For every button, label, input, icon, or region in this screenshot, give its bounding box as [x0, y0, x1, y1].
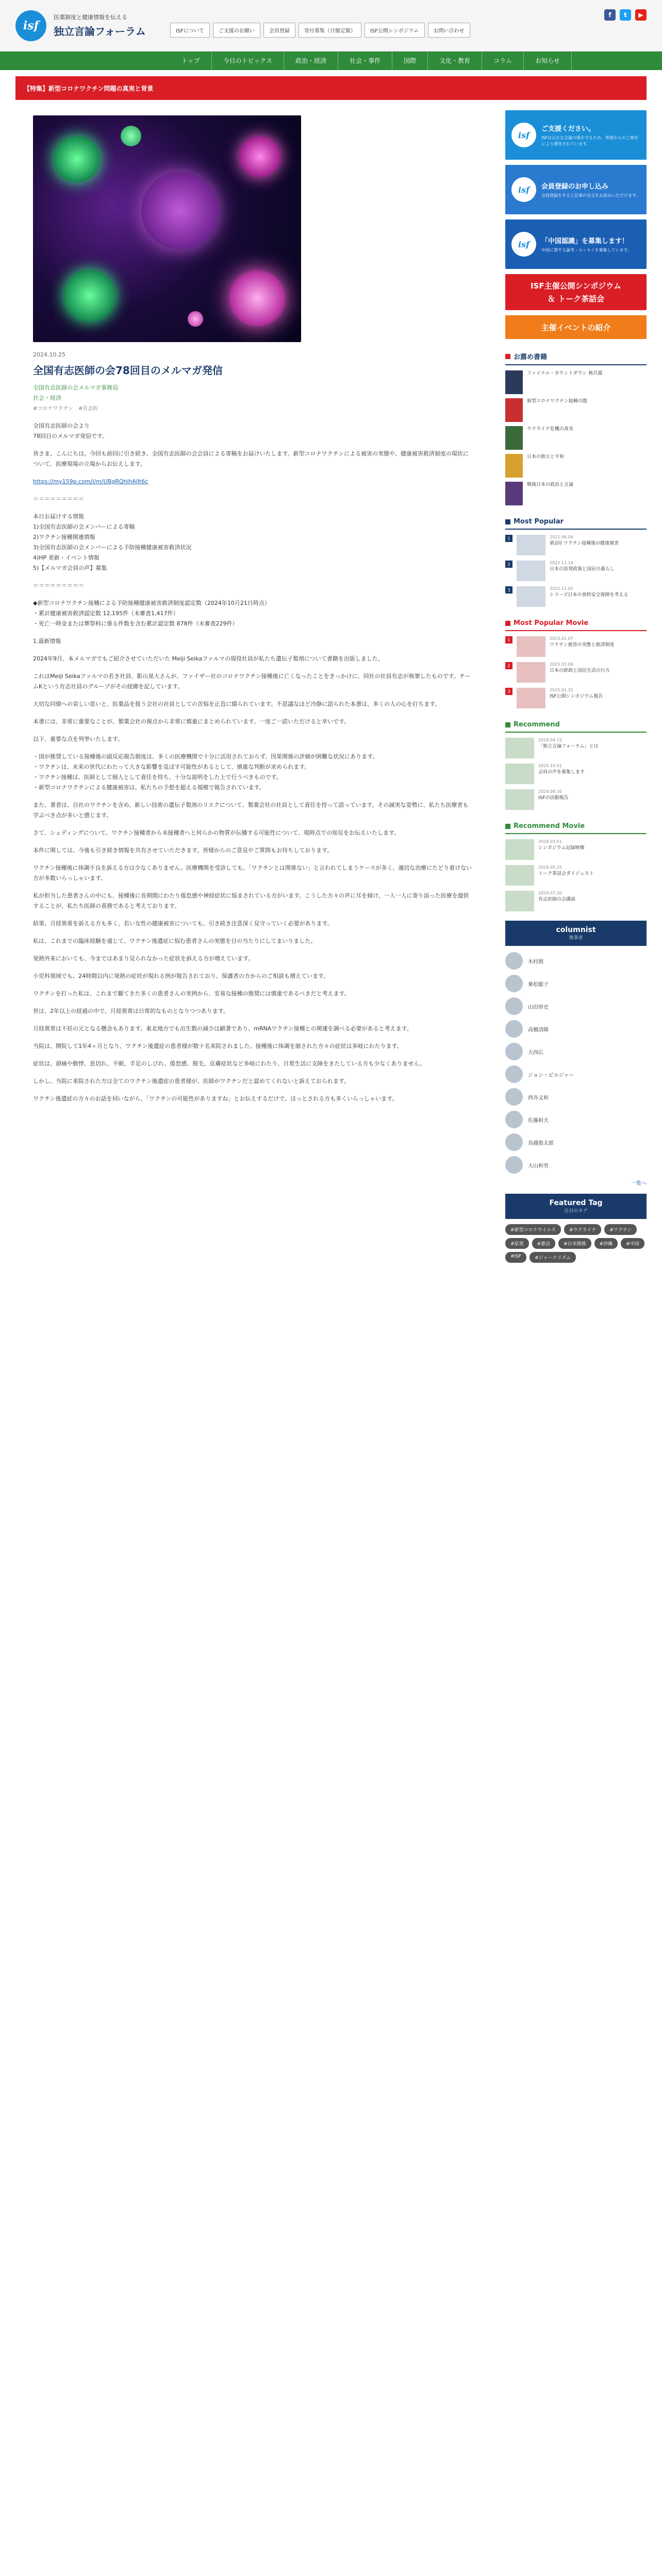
rank-badge: 2: [505, 561, 512, 568]
item-title: 会員の声を募集します: [538, 770, 585, 775]
contents-heading: 本日お届けする情報: [33, 513, 84, 520]
top-nav-item[interactable]: お問い合わせ: [428, 23, 470, 38]
book-title: 日本の独立と平和: [527, 454, 565, 460]
paragraph: 2024年9月、本メルマガでもご紹介させていただいた Meiji Seikaファルマの現役社員が私たち遺伝子製剤について書籍を出版しました。: [33, 655, 384, 662]
rank-badge: 3: [505, 688, 512, 695]
item-title: ISFの活動報告: [538, 795, 569, 801]
columnist-item[interactable]: [505, 1065, 647, 1083]
contents-item: 4)HP 更新・イベント情報: [33, 554, 100, 561]
greeting: 78回目のメルマガ発信です。: [33, 433, 108, 439]
paragraph: ワクチンを打った私は、これまで観てきた多くの患者さんの実例から、安易な接種の推奨には慎重であるべきだと考えます。: [33, 990, 350, 997]
nav-item[interactable]: お知らせ: [524, 52, 572, 70]
columnist-name: 高橋清隆: [528, 1027, 549, 1033]
member-promo[interactable]: [505, 165, 647, 214]
sidebar: [505, 110, 647, 1263]
symposium-sub: ＆ トーク茶話会: [547, 294, 605, 303]
square-icon: [505, 722, 510, 727]
item-date: 2024.10.01: [538, 764, 562, 768]
tag-pill[interactable]: #中国: [621, 1238, 644, 1249]
item-date: 2018.04.15: [538, 738, 562, 742]
paragraph: 結果、月経異常を訴える方も多く、若い女性の健康被害についても、引き続き注意深く見守っていく必要があります。: [33, 920, 333, 927]
book-item[interactable]: [505, 454, 647, 478]
logo-text: [54, 13, 146, 38]
columnist-sub: 執筆者: [569, 936, 583, 941]
paragraph: ワクチン後遺症の方々のお話を伺いながら、「ワクチンの可能性がありますね」とお伝えするだけで、ほっとされる方も多くいらっしゃいます。: [33, 1095, 398, 1102]
stats-item: ・死亡一時金または葬祭料に係る件数を含む累計認定数 878件（未審査229件）: [33, 620, 238, 627]
columnist-item[interactable]: [505, 1088, 647, 1106]
columnist-name: 西谷文和: [528, 1095, 549, 1101]
recommend-movie-item[interactable]: [505, 891, 647, 911]
recommend-item[interactable]: [505, 789, 647, 810]
thumbnail: [517, 662, 545, 683]
item-date: 2022.12.02: [550, 586, 573, 591]
recommend-heading: [505, 718, 647, 733]
avatar: [505, 1133, 523, 1151]
virus-image: [239, 136, 280, 177]
isf-logo: isf: [511, 123, 536, 147]
top-nav-item[interactable]: ご支援のお願い: [213, 23, 260, 38]
thumbnail: [505, 865, 534, 886]
tag-pill[interactable]: #原発: [505, 1238, 529, 1249]
item-title: 日本の原発政策と国民の暮らし: [550, 567, 615, 572]
item-title: トーク茶話会ダイジェスト: [538, 871, 594, 876]
stats-heading: ◆新型コロナワクチン接種による予防接種健康被害救済制度認定数（2024年10月21日時点）: [33, 600, 270, 606]
item-date: 2024.08.10: [538, 789, 562, 794]
avatar: [505, 1088, 523, 1106]
item-title: 有志医師の会講演: [538, 897, 576, 902]
columnist-name: 大西広: [528, 1049, 543, 1056]
feature-banner[interactable]: 【特集】新型コロナワクチン問題の真実と背景: [15, 76, 647, 100]
recommend-item[interactable]: [505, 764, 647, 784]
columnist-item[interactable]: [505, 1020, 647, 1038]
virus-image: [141, 172, 219, 249]
article-category[interactable]: 社会・経済: [33, 395, 61, 401]
movie-item[interactable]: [505, 662, 647, 683]
thumbnail: [517, 561, 545, 581]
item-date: 2023.01.07: [550, 636, 573, 641]
columnist-name: 佐藤和夫: [528, 1117, 549, 1124]
hero-image: [33, 115, 301, 342]
item-date: 2022.11.14: [550, 561, 573, 565]
books-heading: [505, 348, 647, 365]
item-title: ISF公開シンポジウム報告: [550, 694, 603, 699]
movie-item[interactable]: [505, 636, 647, 657]
books-heading-text: お薦め書籍: [514, 353, 548, 361]
featured-tags: [505, 1224, 647, 1263]
nav-item[interactable]: コラム: [482, 52, 524, 70]
popular-item[interactable]: [505, 535, 647, 555]
greeting: 全国有志医師の会より: [33, 422, 90, 429]
thumbnail: [505, 891, 534, 911]
tag-pill[interactable]: #日米関係: [558, 1238, 591, 1249]
columnist-item[interactable]: [505, 997, 647, 1015]
essay-promo[interactable]: [505, 219, 647, 269]
item-title: シリーズ日本の食料安全保障を考える: [550, 592, 628, 598]
item-date: 2025.01.31: [550, 688, 573, 692]
virus-image: [229, 270, 286, 327]
divider: ＝＝＝＝＝＝＝＝＝: [33, 582, 84, 589]
paragraph: 発熱外来においても、今まではあまり見られなかった症状を訴える方が増えています。: [33, 955, 254, 962]
featured-tag-heading: [505, 1194, 647, 1219]
columnist-name: 木村朗: [528, 959, 543, 965]
virus-image: [121, 126, 141, 146]
top-nav-item[interactable]: ISFについて: [170, 23, 210, 38]
thumbnail: [517, 688, 545, 708]
popular-item[interactable]: [505, 586, 647, 607]
columnist-name: ジョン・ピルジャー: [528, 1072, 574, 1078]
symposium-title: ISF主催公開シンポジウム: [530, 281, 622, 291]
youtube-icon[interactable]: ▶: [635, 9, 647, 21]
facebook-icon[interactable]: f: [604, 9, 616, 21]
paragraph: 月経異常は不妊の元となる懸念もあります。東北地方でも出生数の減少は顕著であり、mRNAワクチン接種との関連を調べる必要があると考えます。: [33, 1025, 412, 1032]
item-date: 2024.05.15: [538, 865, 562, 870]
square-icon: [505, 354, 510, 359]
columnist-item[interactable]: [505, 1111, 647, 1128]
paragraph: 当院は、開院して1年4ヶ月となり、ワクチン後遺症の患者様が数十名来院されました。接種後に体調を崩された方々の症状は多岐にわたります。: [33, 1043, 403, 1049]
recommend-movie-heading: [505, 819, 647, 834]
columnist-item[interactable]: [505, 975, 647, 992]
paragraph: 皆さま、こんにちは。今回も前回に引き続き、全国有志医師の会会員による寄稿をお届けいたします。新型コロナワクチンによる被害の実態や、健康被害救済制度の現状について、医療現場の立場からお伝えします。: [33, 450, 469, 467]
columnist-item[interactable]: [505, 1043, 647, 1060]
avatar: [505, 997, 523, 1015]
logo-title[interactable]: 独立言論フォーラム: [54, 25, 146, 38]
recommend-movie-item[interactable]: [505, 865, 647, 886]
rank-badge: 2: [505, 662, 512, 669]
main-nav: [0, 52, 662, 70]
isf-logo: isf: [511, 177, 536, 202]
promo-desc: 会員登録をすると記事の全文をお読みいただけます。: [541, 193, 640, 198]
book-item[interactable]: [505, 482, 647, 505]
columnist-item[interactable]: [505, 952, 647, 970]
item-title: 日本の財政と国民生活の行方: [550, 668, 610, 673]
item-title: 「独立言論フォーラム」とは: [538, 744, 599, 749]
article: [15, 110, 490, 1263]
paragraph: 本書には、非常に重要なことが、製薬会社の視点から非常に慎重にまとめられています。一度ご一読いただけると幸いです。: [33, 718, 350, 725]
paragraph: しかし、当院に来院された方は全てのワクチン後遺症の患者様が、医師がワクチンだと認めてくれないと訴えておられます。: [33, 1078, 350, 1084]
movie-item[interactable]: [505, 688, 647, 708]
thumbnail: [505, 764, 534, 784]
book-cover: [505, 454, 523, 478]
promo-title: 会員登録のお申し込み: [541, 182, 609, 191]
avatar: [505, 1111, 523, 1128]
avatar: [505, 1065, 523, 1083]
item-title: シンポジウム記録映像: [538, 845, 585, 851]
virus-image: [64, 270, 115, 321]
item-title: ワクチン被害の実態と救済制度: [550, 642, 615, 648]
book-title: 戦後日本の政治と言論: [527, 482, 574, 487]
square-icon: [505, 824, 510, 829]
square-icon: [505, 621, 510, 626]
columnist-name: 山田厚史: [528, 1004, 549, 1010]
nav-item[interactable]: 社会・事件: [338, 52, 392, 70]
article-date: 2024.10.25: [33, 351, 65, 358]
isf-logo: isf: [511, 232, 536, 257]
avatar: [505, 975, 523, 992]
book-title: ファイナル・カウントダウン 核兵器: [527, 371, 603, 376]
nav-item[interactable]: 政治・経済: [284, 52, 338, 70]
paragraph: 大切な同僚への哀しい思いと、医薬品を扱う会社の社員としての苦悩を正直に綴られています。不思議なほど冷静に語られた本書は、多くの人の心を打ちます。: [33, 701, 441, 707]
columnist-item[interactable]: [505, 1133, 647, 1151]
paragraph: これはMeiji Seikaファルマの若き社員、影山晃大さんが、ファイザー社のコロナワクチン接種後に亡くなったことをきっかけに、同社の社員有志が執筆したものです。チームKという有志社員のグループがその経緯を記しています。: [33, 673, 471, 690]
featured-title: Featured Tag: [549, 1199, 603, 1207]
symposium-banner[interactable]: [505, 274, 647, 310]
events-banner[interactable]: 主催イベントの紹介: [505, 315, 647, 339]
article-title: 全国有志医師の会78回目のメルマガ発信: [33, 364, 223, 377]
divider: ＝＝＝＝＝＝＝＝＝: [33, 496, 84, 502]
virus-image: [54, 136, 100, 182]
recommend-item[interactable]: [505, 738, 647, 758]
newsletter-link[interactable]: https://my159p.com/l/m/UBgRQhlhAllt6c: [33, 478, 148, 485]
stats-item: ・累計健康被害救済認定数 12,195件（未審査1,417件）: [33, 610, 179, 617]
paragraph: ・国が推奨している接種後の副反応報告制度は、多くの医療機関で十分に活用されておらず、因果関係の評価が困難な状況にあります。 ・ワクチンは、未来の世代にわたって大きな影響を及ぼす可能性があるとして、慎重な判断が求められます。 ・ワクチン接種は、医師として個人として責任を持ち、十分な説明をした上で行うべきものです。 ・新型コロナワクチンによる健康被害は、私たちの予想を超える規模で報告されています。: [33, 753, 378, 791]
article-tag[interactable]: #コロナワクチン: [33, 406, 73, 412]
recommend-movie-heading-text: Recommend Movie: [514, 822, 585, 830]
tag-pill[interactable]: #ジャーナリズム: [529, 1252, 576, 1263]
book-item[interactable]: [505, 398, 647, 422]
item-date: 2022.06.04: [550, 535, 573, 539]
recommend-movie-item[interactable]: [505, 839, 647, 860]
popular-movie-heading: [505, 616, 647, 631]
tag-pill[interactable]: #ISF: [505, 1252, 526, 1263]
item-date: 2023.01.06: [550, 662, 573, 667]
top-nav-item[interactable]: 会員登録: [263, 23, 295, 38]
logo-tagline: 医薬制度と健康情報を伝える: [54, 14, 127, 21]
more-link[interactable]: 一覧へ: [631, 1181, 647, 1187]
columnist-name: 乗松聡子: [528, 981, 549, 988]
thumbnail: [505, 789, 534, 810]
tag-pill[interactable]: #新型コロナウイルス: [505, 1224, 561, 1235]
article-tags: [33, 404, 490, 412]
promo-title: 「中国認識」を募集します！: [541, 237, 629, 245]
contents-item: 1)全国有志医師の会メンバーによる寄稿: [33, 523, 135, 530]
support-promo[interactable]: [505, 110, 647, 160]
paragraph: 症状は、頭痛や動悸、息切れ、不眠、手足のしびれ、倦怠感、脱毛、皮膚症状など多岐にわたり、日常生活に支障をきたしている方も少なくありません。: [33, 1060, 425, 1067]
tag-pill[interactable]: #ワクチン: [604, 1224, 637, 1235]
virus-image: [188, 311, 203, 327]
book-item[interactable]: [505, 426, 647, 450]
site-logo[interactable]: isf: [15, 10, 46, 41]
rank-badge: 1: [505, 636, 512, 643]
thumbnail: [505, 738, 534, 758]
avatar: [505, 1156, 523, 1174]
rank-badge: 3: [505, 586, 512, 594]
paragraph: ワクチン接種後に体調不良を訴える方は少なくありません。医療機関を受診しても、「ワクチンとは関係ない」と言われてしまうケースが多く、適切な治療にたどり着けない方が多数いらっしゃいます。: [33, 865, 472, 882]
top-nav-item[interactable]: 寄付募集（月額定額）: [299, 23, 361, 38]
columnist-item[interactable]: [505, 1156, 647, 1174]
popular-heading-text: Most Popular: [514, 518, 564, 526]
site-header: [0, 0, 662, 52]
book-cover: [505, 482, 523, 505]
avatar: [505, 952, 523, 970]
nav-item[interactable]: 国際: [392, 52, 428, 70]
book-title: ウクライナ危機の真実: [527, 427, 573, 432]
paragraph: さて、シェディングについて、ワクチン接種者から未接種者へと何らかの物質が伝播する可能性について、現時点での知見をお伝えいたします。: [33, 829, 400, 836]
item-title: 第2回 ワクチン接種後の健康被害: [550, 541, 619, 546]
article-tag[interactable]: #有志医: [78, 406, 98, 412]
promo-title: ご支援ください。: [541, 125, 595, 133]
book-title: 新型コロナワクチン接種の闇: [527, 399, 587, 404]
section-heading: 1.最新情報: [33, 638, 61, 645]
book-cover: [505, 398, 523, 422]
promo-desc: ISFは公正な言論の場を守るため、皆様からのご寄付により運営されています。: [541, 135, 638, 146]
contents-item: 2)ワクチン接種関連情報: [33, 534, 95, 540]
thumbnail: [517, 636, 545, 657]
top-nav: [170, 23, 470, 38]
paragraph: 以下、重要な点を列挙いたします。: [33, 736, 124, 742]
paragraph: 小児科領域でも、24時間以内に発熱の症状が現れる例が報告されており、保護者の方からのご相談も増えています。: [33, 973, 329, 979]
paragraph: 本件に関しては、今後も引き続き情報を共有させていただきます。皆様からのご意見やご質問もお待ちしております。: [33, 847, 333, 854]
popular-heading: [505, 515, 647, 530]
item-date: 2024.07.20: [538, 891, 562, 895]
promo-desc: 中国に関する論考・エッセイを募集しています。: [541, 247, 632, 252]
nav-item[interactable]: 今日のトピックス: [212, 52, 284, 70]
avatar: [505, 1020, 523, 1038]
top-nav-item[interactable]: ISF公開シンポジウム: [365, 23, 425, 38]
thumbnail: [517, 586, 545, 607]
popular-movie-heading-text: Most Popular Movie: [514, 619, 589, 627]
article-body: [33, 421, 472, 1104]
paragraph: 世は、2年以上の経過の中で、月経異常は日常的なものとなりつつあります。: [33, 1008, 229, 1014]
columnist-name: 鳥越俊太郎: [528, 1140, 554, 1146]
tag-pill[interactable]: #憲法: [532, 1238, 556, 1249]
columnist-name: 大山和男: [528, 1163, 549, 1169]
thumbnail: [505, 839, 534, 860]
twitter-icon[interactable]: t: [620, 9, 631, 21]
nav-item[interactable]: トップ: [170, 52, 212, 70]
rank-badge: 1: [505, 535, 512, 542]
contents-item: 5)【メルマガ会員の声】募集: [33, 565, 107, 571]
contents-item: 3)全国有志医師の会メンバーによる予防接種健康被害救済状況: [33, 544, 192, 551]
item-date: 2024.03.01: [538, 839, 562, 844]
social-links: [604, 9, 647, 21]
thumbnail: [517, 535, 545, 555]
book-item[interactable]: [505, 370, 647, 394]
columnist-heading: [505, 921, 647, 946]
square-icon: [505, 519, 510, 524]
paragraph: 私が担当した患者さんの中にも、接種後に長期間にわたり倦怠感や神経症状に悩まされている方がいます。こうした方々の声に耳を傾け、一人一人に寄り添った医療を提供することが、私たち医師の責務であると考えております。: [33, 892, 469, 909]
recommend-heading-text: Recommend: [514, 721, 560, 728]
paragraph: 私は、これまでの臨床経験を通じて、ワクチン後遺症に悩む患者さんの実態を目の当たりにしてまいりました。: [33, 938, 317, 944]
featured-sub: 注目のタグ: [564, 1209, 588, 1214]
nav-item[interactable]: 文化・教育: [428, 52, 482, 70]
paragraph: また、著者は、自社のワクチンを含め、新しい技術の遺伝子製剤のリスクについて、製薬会社の社員として責任を持って語っています。その誠実な姿勢に、私たち医療者も学ぶべき点が多いと感じます。: [33, 802, 469, 819]
columnist-title: columnist: [556, 926, 596, 934]
tag-pill[interactable]: #沖縄: [594, 1238, 618, 1249]
book-cover: [505, 370, 523, 394]
book-cover: [505, 426, 523, 450]
avatar: [505, 1043, 523, 1060]
popular-item[interactable]: [505, 561, 647, 581]
article-author[interactable]: 全国有志医師の会メルマガ事務局: [33, 384, 118, 391]
tag-pill[interactable]: #ウクライナ: [564, 1224, 601, 1235]
